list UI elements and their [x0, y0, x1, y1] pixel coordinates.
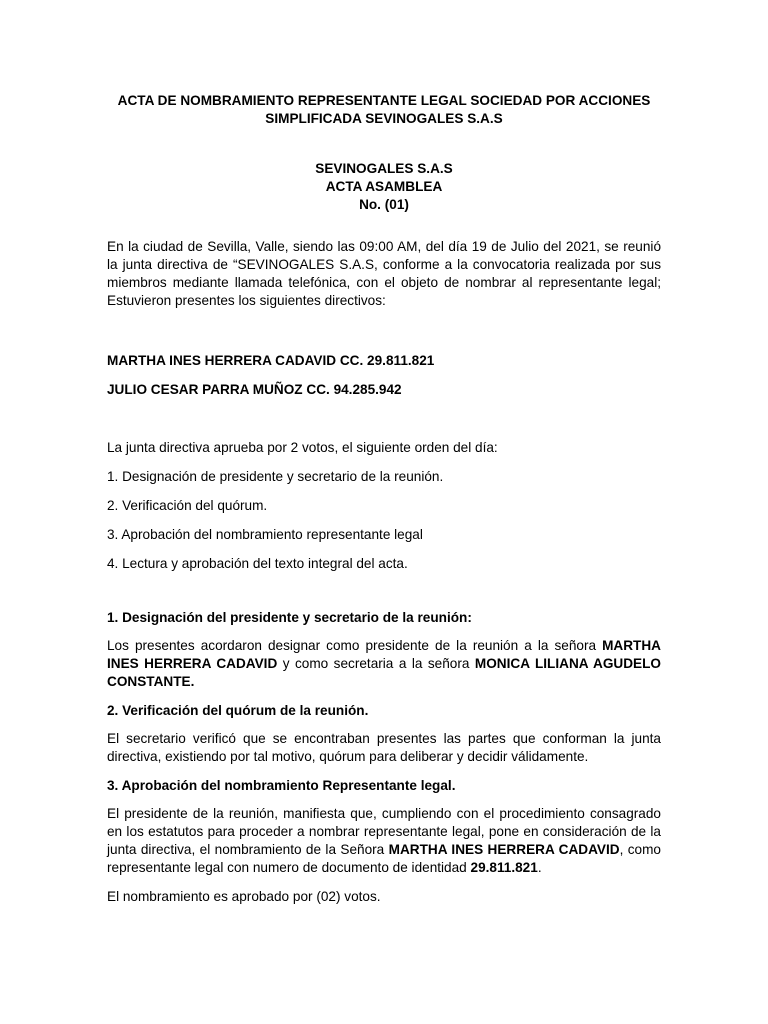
- title-line-2: SIMPLIFICADA SEVINOGALES S.A.S: [265, 111, 503, 126]
- section-2-heading: 2. Verificación del quórum de la reunión.: [107, 703, 369, 718]
- section-1-paragraph: [107, 637, 661, 691]
- id-number: 29.811.821: [470, 860, 538, 875]
- secretary-name: MONICA LILIANA AGUDELO CONSTANTE.: [107, 656, 661, 689]
- document-body: [107, 92, 661, 906]
- member-1: MARTHA INES HERRERA CADAVID CC. 29.811.821: [107, 353, 435, 368]
- orden-item-4: 4. Lectura y aprobación del texto integral del acta.: [107, 556, 408, 571]
- section-2-paragraph: El secretario verificó que se encontraban presentes las partes que conforman la junta directiva, existiendo por tal motivo, quórum para deliberar y decidir válidamente.: [107, 731, 661, 764]
- orden-item-1: 1. Designación de presidente y secretario de la reunión.: [107, 469, 444, 484]
- section-1-text-b: y como secretaria a la señora: [277, 656, 475, 671]
- member-2: JULIO CESAR PARRA MUÑOZ CC. 94.285.942: [107, 382, 402, 397]
- orden-item-2: 2. Verificación del quórum.: [107, 498, 268, 513]
- section-1-heading: 1. Designación del presidente y secretario de la reunión:: [107, 610, 472, 625]
- president-name: MARTHA INES HERRERA CADAVID: [107, 638, 661, 671]
- company-name: SEVINOGALES S.A.S: [315, 161, 453, 176]
- orden-intro: La junta directiva aprueba por 2 votos, el siguiente orden del día:: [107, 440, 498, 455]
- acta-label: ACTA ASAMBLEA: [325, 179, 443, 194]
- orden-item-3: 3. Aprobación del nombramiento representante legal: [107, 527, 423, 542]
- section-3-heading: 3. Aprobación del nombramiento Representante legal.: [107, 778, 456, 793]
- acta-number: No. (01): [359, 197, 409, 212]
- section-1-text-a: Los presentes acordaron designar como presidente de la reunión a la señora: [107, 638, 603, 653]
- section-3-text-a: El presidente de la reunión, manifiesta que, cumpliendo con el procedimiento consagrado en los estatutos para proceder a nombrar representante legal, pone en consideración de la junta directiva, el nombramiento de la Señora: [107, 806, 661, 857]
- section-3-text-c: .: [537, 860, 542, 875]
- section-3-text-b: , como representante legal con numero de documento de identidad: [107, 842, 661, 875]
- intro-paragraph: En la ciudad de Sevilla, Valle, siendo las 09:00 AM, del día 19 de Julio del 2021, se reunió la junta directiva de “SEVINOGALES S.A.S, conforme a la convocatoria realizada por sus miembros mediante llamada telefónica, con el objeto de nombrar al representante legal; Estuvieron presentes los siguientes directivos:: [107, 239, 661, 308]
- section-3-paragraph: [107, 805, 661, 877]
- representative-name: MARTHA INES HERRERA CADAVID: [388, 842, 620, 857]
- document-title: [107, 92, 661, 128]
- title-line-1: ACTA DE NOMBRAMIENTO REPRESENTANTE LEGAL SOCIEDAD POR ACCIONES: [117, 93, 651, 108]
- approval-text: El nombramiento es aprobado por (02) votos.: [107, 889, 381, 904]
- acta-header: [107, 160, 661, 214]
